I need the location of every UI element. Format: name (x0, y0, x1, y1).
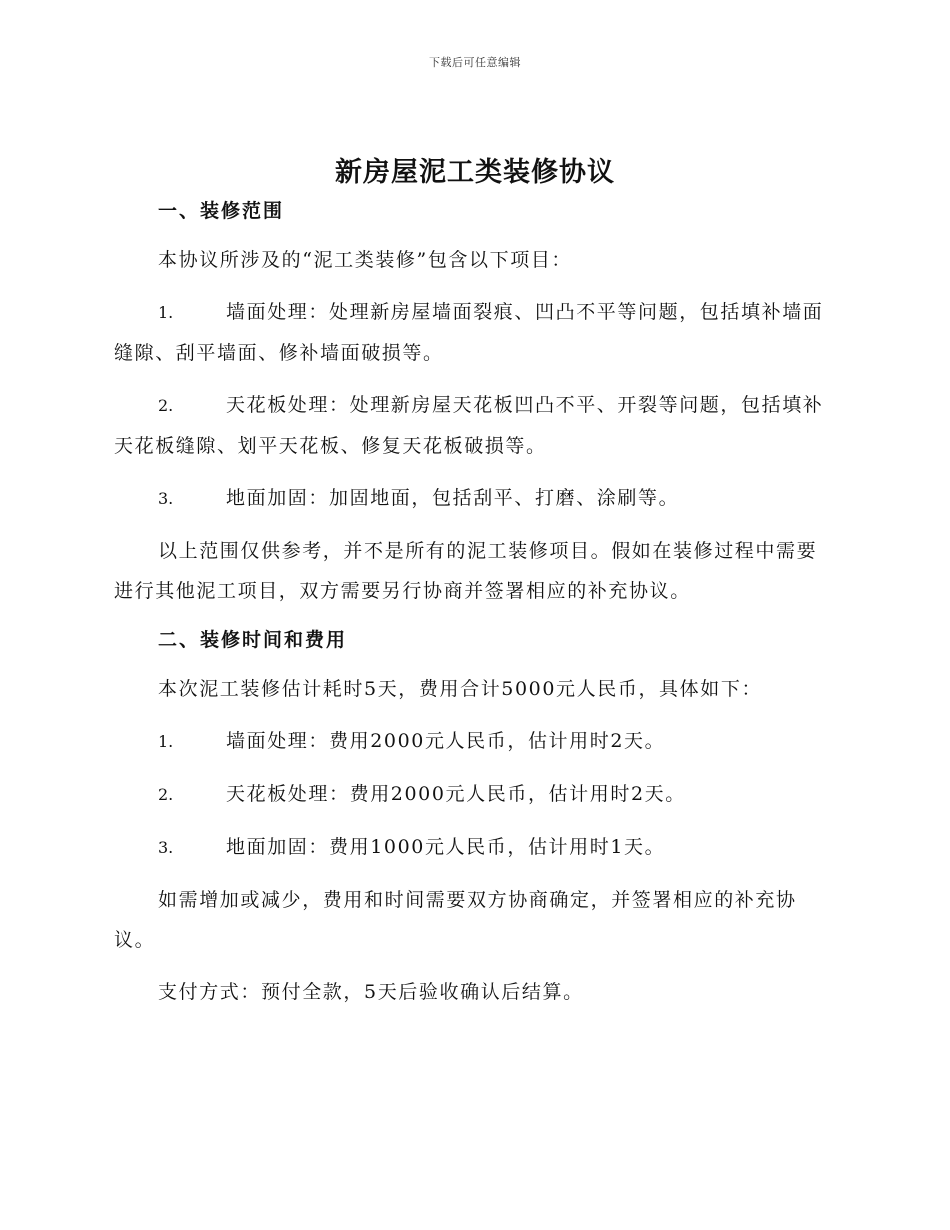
section-heading-scope: 一、装修范围 (158, 200, 285, 222)
list-number: 3. (158, 838, 174, 857)
list-number: 2. (158, 785, 174, 804)
list-number: 1. (158, 303, 174, 322)
document-title: 新房屋泥工类装修协议 (335, 157, 615, 188)
list-item (114, 478, 834, 519)
cost-intro: 本次泥工装修估计耗时5天，费用合计5000元人民币，具体如下： (158, 678, 763, 700)
list-text: 天花板处理：处理新房屋天花板凹凸不平、开裂等问题，包括填补天花板缝隙、划平天花板、修复天花板破损等。 (114, 394, 824, 457)
scope-note: 以上范围仅供参考，并不是所有的泥工装修项目。假如在装修过程中需要进行其他泥工项目，双方需要另行协商并签署相应的补充协议。 (114, 540, 818, 602)
list-number: 1. (158, 732, 174, 751)
list-item (114, 774, 834, 815)
payment-terms: 支付方式：预付全款，5天后验收确认后结算。 (158, 981, 584, 1003)
scope-intro: 本协议所涉及的“泥工类装修”包含以下项目： (158, 249, 573, 271)
list-item (114, 385, 834, 466)
list-number: 3. (158, 489, 174, 508)
list-item (114, 827, 834, 868)
document-body (114, 194, 834, 1012)
page-header-note: 下载后可任意编辑 (429, 56, 521, 69)
list-item (114, 292, 834, 373)
list-text: 墙面处理：费用2000元人民币，估计用时2天。 (226, 730, 666, 752)
list-item (114, 721, 834, 762)
list-text: 地面加固：加固地面，包括刮平、打磨、涂刷等。 (226, 487, 680, 509)
list-number: 2. (158, 396, 174, 415)
section-heading-time-cost: 二、装修时间和费用 (158, 629, 348, 651)
list-text: 地面加固：费用1000元人民币，估计用时1天。 (226, 836, 666, 858)
list-text: 天花板处理：费用2000元人民币，估计用时2天。 (226, 783, 686, 805)
cost-note: 如需增加或减少，费用和时间需要双方协商确定，并签署相应的补充协议。 (114, 889, 797, 951)
list-text: 墙面处理：处理新房屋墙面裂痕、凹凸不平等问题，包括填补墙面缝隙、刮平墙面、修补墙面破损等。 (114, 301, 824, 364)
